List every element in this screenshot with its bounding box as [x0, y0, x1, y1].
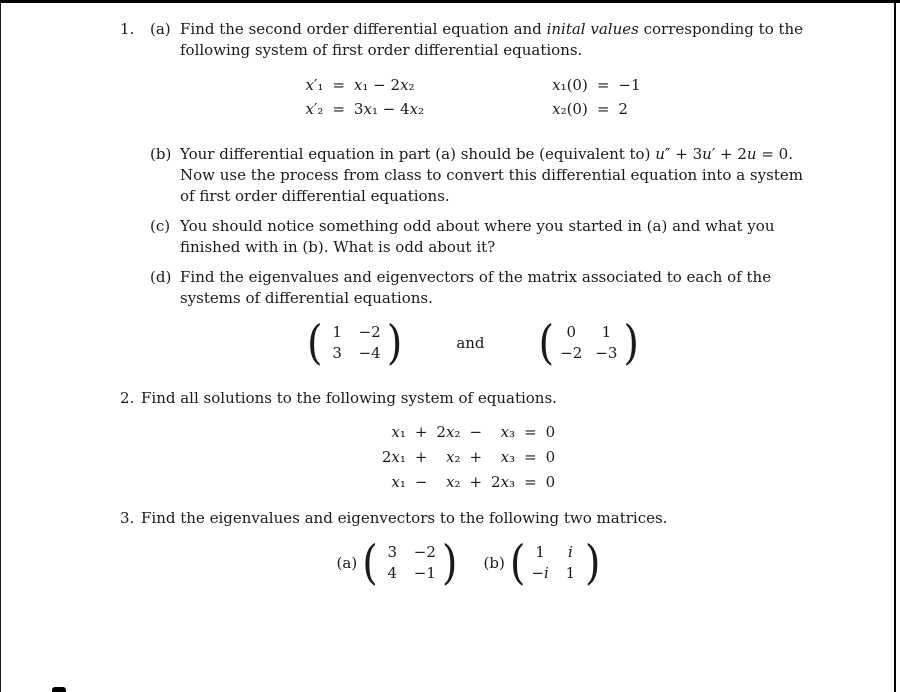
equation-lhs: x₂(0)	[552, 100, 588, 118]
equals-sign: =	[524, 423, 537, 441]
p1c-line-2: finished with in (b). What is odd about it?	[180, 238, 496, 256]
p2-display-math	[141, 422, 796, 493]
p3-display-math	[141, 535, 796, 591]
left-paren: (	[509, 535, 526, 591]
eq-term: x₂	[445, 448, 461, 466]
eq-operator: +	[414, 423, 428, 441]
matrix-entries	[531, 542, 578, 584]
eq-term: 2x₃	[491, 473, 516, 491]
matrix-entries	[329, 322, 381, 364]
left-paren: (	[538, 315, 555, 371]
part-b-label: (b)	[150, 145, 172, 163]
p1b-inline-equation: u″ + 3u′ + 2u = 0.	[655, 145, 793, 163]
left-paren: (	[306, 315, 323, 371]
matrix-cell: 1	[601, 323, 612, 341]
matrix-cell: −2	[413, 543, 436, 561]
eq-term: x₃	[500, 423, 516, 441]
part-b-text	[180, 144, 803, 207]
equals-sign: =	[596, 76, 610, 94]
page-left-edge	[0, 3, 1, 692]
p1b-line-3: of first order differential equations.	[180, 187, 450, 205]
problem-1-part-c	[150, 216, 796, 258]
eq-operator: +	[469, 473, 483, 491]
problem-1-number: 1.	[120, 20, 135, 38]
p2-statement: Find all solutions to the following system of equations.	[141, 389, 557, 407]
eq-rhs: 0	[545, 473, 556, 491]
eq-term: x₁	[391, 423, 406, 441]
part-a-label: (a)	[150, 20, 171, 38]
equation-rhs: 2	[618, 100, 628, 118]
matrix-cell: 3	[332, 344, 342, 362]
problem-1-part-a	[150, 19, 804, 135]
equation-rhs: −1	[618, 76, 641, 94]
p3-statement: Find the eigenvalues and eigenvectors to the following two matrices.	[141, 509, 668, 527]
p1a-line-2: following system of first order differential equations.	[180, 41, 583, 59]
right-paren: )	[441, 535, 458, 591]
p1a-emphasis: inital values	[546, 20, 639, 38]
p3-matrix-a	[362, 535, 458, 591]
page-right-edge	[894, 3, 896, 692]
equals-sign: =	[332, 76, 345, 94]
p1d-display-math	[150, 315, 796, 371]
matrix-cell: −1	[413, 564, 436, 582]
p1a-text-post: corresponding to the	[643, 20, 804, 38]
matrix-cell: −i	[531, 564, 549, 582]
p3-part-a	[336, 535, 458, 591]
matrix-cell: 4	[387, 564, 398, 582]
matrix-cell: i	[567, 543, 573, 561]
eq-operator: +	[414, 448, 428, 466]
eq-term: x₁	[391, 473, 406, 491]
matrix-cell: 1	[332, 323, 342, 341]
problem-1-body	[150, 19, 804, 388]
matrix-cell: −2	[358, 323, 381, 341]
p1a-text-pre: Find the second order differential equation and	[180, 20, 542, 38]
equation-rhs: 3x₁ − 4x₂	[353, 100, 425, 118]
equals-sign: =	[524, 448, 537, 466]
eq-rhs: 0	[545, 448, 556, 466]
problem-2	[120, 388, 796, 508]
part-a-text	[180, 19, 804, 135]
equals-sign: =	[332, 100, 345, 118]
p1a-display-math	[150, 74, 796, 120]
equation-lhs: x′₂	[305, 100, 324, 118]
p1d-matrix-2	[538, 315, 640, 371]
problem-3	[120, 508, 796, 599]
right-paren: )	[386, 315, 403, 371]
matrix-cell: 0	[566, 323, 576, 341]
p1b-line-1	[180, 144, 796, 165]
p1d-line-2: systems of differential equations.	[180, 289, 433, 307]
p1b-line-2: Now use the process from class to convert this differential equation into a system	[180, 166, 803, 184]
eq-term: 2x₂	[436, 423, 461, 441]
p3a-label: (a)	[336, 554, 358, 572]
left-paren: (	[362, 535, 378, 591]
matrix-cell: −4	[358, 344, 381, 362]
eq-operator: −	[469, 423, 483, 441]
eq-term: x₂	[445, 473, 461, 491]
matrix-entries	[384, 542, 436, 584]
problem-1-part-d	[150, 267, 796, 379]
matrix-cell: −2	[560, 344, 583, 362]
equation-lhs: x₁(0)	[552, 76, 588, 94]
matrix-cell: 1	[535, 543, 545, 561]
part-c-text	[180, 216, 796, 258]
part-d-text	[180, 267, 796, 379]
part-c-label: (c)	[150, 217, 171, 235]
p3-part-b	[483, 535, 601, 591]
p1a-initial-conditions	[552, 74, 640, 120]
part-d-label: (d)	[150, 268, 172, 286]
matrix-cell: 1	[565, 564, 576, 582]
p1a-line-1	[180, 19, 804, 40]
p1c-line-1: You should notice something odd about where you started in (a) and what you	[180, 217, 775, 235]
right-paren: )	[584, 535, 601, 591]
equals-sign: =	[596, 100, 610, 118]
eq-rhs: 0	[545, 423, 556, 441]
p1d-line-1: Find the eigenvalues and eigenvectors of the matrix associated to each of the	[180, 268, 772, 286]
matrix-entries	[560, 322, 617, 364]
p3b-label: (b)	[483, 554, 505, 572]
matrix-cell: 3	[387, 543, 398, 561]
eq-operator: +	[469, 448, 483, 466]
equation-rhs: x₁ − 2x₂	[353, 76, 415, 94]
scan-artifact-mark	[52, 687, 66, 692]
problem-1-part-b	[150, 144, 803, 207]
p1a-ode-system	[305, 74, 424, 120]
and-connector: and	[456, 334, 485, 352]
equals-sign: =	[524, 473, 537, 491]
p1b-text-pre: Your differential equation in part (a) should be (equivalent to)	[180, 145, 651, 163]
problem-2-number: 2.	[120, 389, 135, 407]
eq-operator: −	[414, 473, 428, 491]
p1d-matrix-1	[306, 315, 403, 371]
problem-3-body	[141, 508, 796, 599]
right-paren: )	[623, 315, 640, 371]
p2-equation-system	[382, 422, 555, 493]
matrix-cell: −3	[595, 344, 618, 362]
problem-3-number: 3.	[120, 509, 135, 527]
p1a-equation-pair	[305, 74, 640, 120]
problem-1	[120, 19, 804, 388]
problem-2-body	[141, 388, 796, 508]
p3-matrix-b	[509, 535, 601, 591]
eq-term: x₃	[500, 448, 516, 466]
equation-lhs: x′₁	[305, 76, 324, 94]
eq-term: 2x₁	[381, 448, 406, 466]
